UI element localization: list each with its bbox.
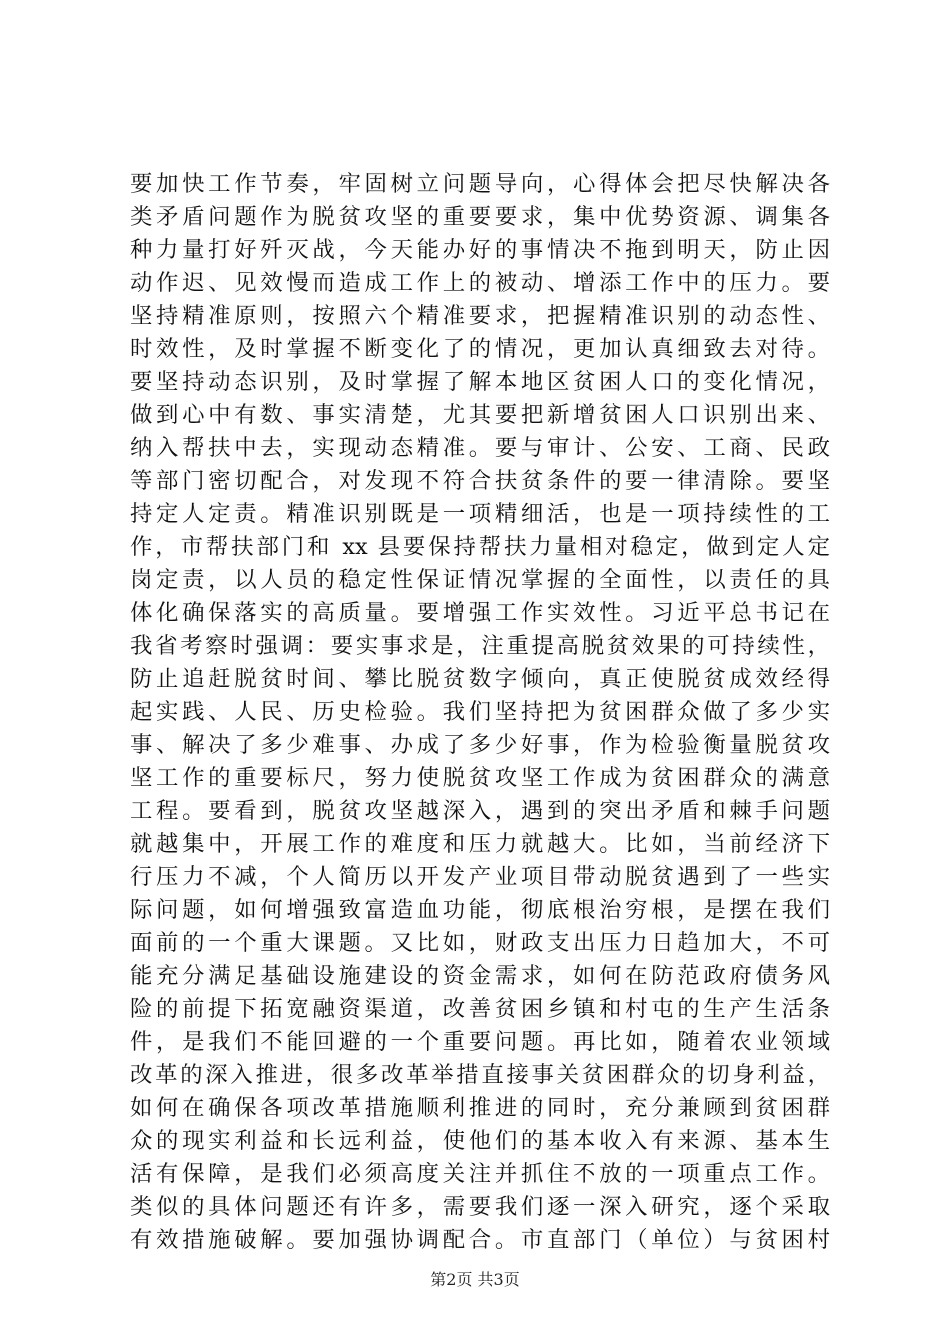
text-line: 作，市帮扶部门和 xx 县要保持帮扶力量相对稳定，做到定人定	[130, 534, 830, 560]
text-line: 就越集中，开展工作的难度和压力就越大。比如，当前经济下	[130, 831, 830, 857]
text-line: 活有保障，是我们必须高度关注并抓住不放的一项重点工作。	[130, 1161, 830, 1187]
text-line: 做到心中有数、事实清楚，尤其要把新增贫困人口识别出来、	[130, 402, 830, 428]
text-line: 能充分满足基础设施建设的资金需求，如何在防范政府债务风	[130, 963, 830, 989]
text-line: 坚持精准原则，按照六个精准要求，把握精准识别的动态性、	[130, 303, 830, 329]
text-line: 时效性，及时掌握不断变化了的情况，更加认真细致去对待。	[130, 336, 830, 362]
text-line: 防止追赶脱贫时间、攀比脱贫数字倾向，真正使脱贫成效经得	[130, 666, 830, 692]
text-line: 要坚持动态识别，及时掌握了解本地区贫困人口的变化情况，	[130, 369, 830, 395]
text-line: 面前的一个重大课题。又比如，财政支出压力日趋加大，不可	[130, 930, 830, 956]
text-line: 纳入帮扶中去，实现动态精准。要与审计、公安、工商、民政	[130, 435, 830, 461]
text-line: 改革的深入推进，很多改革举措直接事关贫困群众的切身利益，	[130, 1062, 830, 1088]
text-line: 类似的具体问题还有许多，需要我们逐一深入研究，逐个采取	[130, 1194, 830, 1220]
text-line: 际问题，如何增强致富造血功能，彻底根治穷根，是摆在我们	[130, 897, 830, 923]
text-line: 件，是我们不能回避的一个重要问题。再比如，随着农业领域	[130, 1029, 830, 1055]
body-text	[130, 168, 830, 1257]
text-line: 要加快工作节奏，牢固树立问题导向，心得体会把尽快解决各	[130, 171, 830, 197]
text-line: 体化确保落实的高质量。要增强工作实效性。习近平总书记在	[130, 600, 830, 626]
text-line: 如何在确保各项改革措施顺利推进的同时，充分兼顾到贫困群	[130, 1095, 830, 1121]
text-line: 起实践、人民、历史检验。我们坚持把为贫困群众做了多少实	[130, 699, 830, 725]
text-line: 种力量打好歼灭战，今天能办好的事情决不拖到明天，防止因	[130, 237, 830, 263]
text-line: 岗定责，以人员的稳定性保证情况掌握的全面性，以责任的具	[130, 567, 830, 593]
text-line: 动作迟、见效慢而造成工作上的被动、增添工作中的压力。要	[130, 270, 830, 296]
text-line: 众的现实利益和长远利益，使他们的基本收入有来源、基本生	[130, 1128, 830, 1154]
text-line: 事、解决了多少难事、办成了多少好事，作为检验衡量脱贫攻	[130, 732, 830, 758]
text-line: 持定人定责。精准识别既是一项精细活，也是一项持续性的工	[130, 501, 830, 527]
text-line: 行压力不减，个人简历以开发产业项目带动脱贫遇到了一些实	[130, 864, 830, 890]
text-line: 工程。要看到，脱贫攻坚越深入，遇到的突出矛盾和棘手问题	[130, 798, 830, 824]
text-line: 类矛盾问题作为脱贫攻坚的重要要求，集中优势资源、调集各	[130, 204, 830, 230]
text-line: 我省考察时强调：要实事求是，注重提高脱贫效果的可持续性，	[130, 633, 830, 659]
text-line: 坚工作的重要标尺，努力使脱贫攻坚工作成为贫困群众的满意	[130, 765, 830, 791]
page-footer: 第2页 共3页	[430, 1270, 520, 1289]
text-line: 险的前提下拓宽融资渠道，改善贫困乡镇和村屯的生产生活条	[130, 996, 830, 1022]
text-line: 有效措施破解。要加强协调配合。市直部门（单位）与贫困村	[130, 1227, 830, 1253]
text-line: 等部门密切配合，对发现不符合扶贫条件的要一律清除。要坚	[130, 468, 830, 494]
